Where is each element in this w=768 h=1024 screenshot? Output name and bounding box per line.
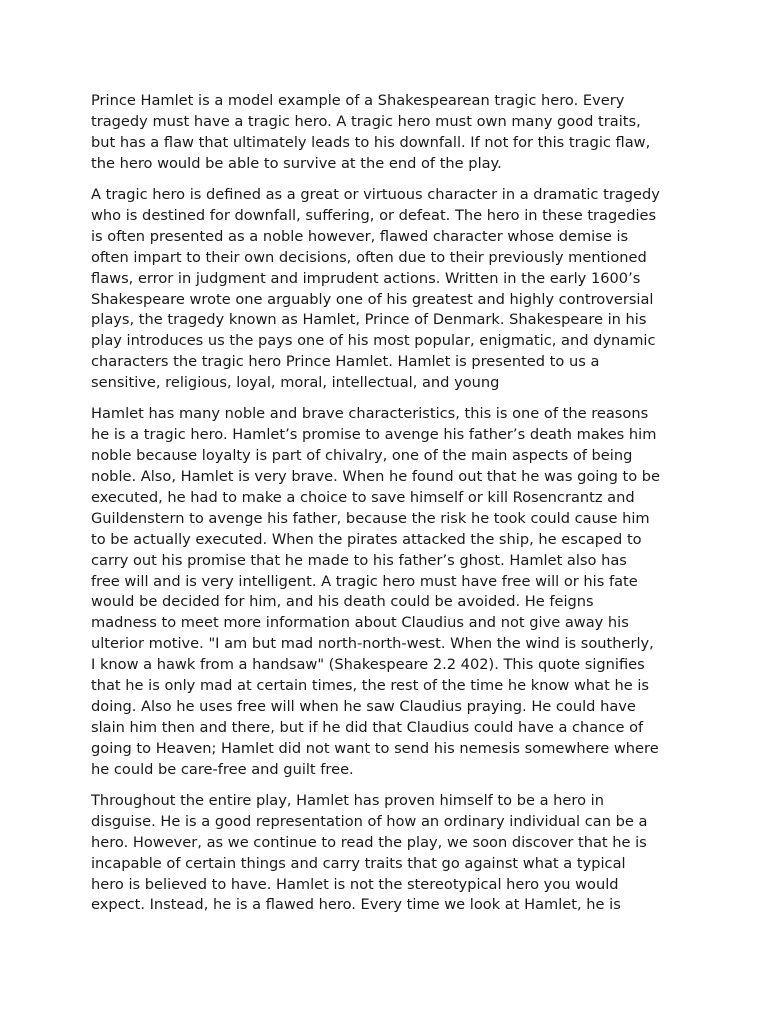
paragraph-4 — [91, 791, 681, 916]
text-line: doing. Also he uses free will when he saw Claudius praying. He could have — [91, 697, 636, 715]
text-line: executed, he had to make a choice to save himself or kill Rosencrantz and — [91, 489, 635, 507]
text-line: hero is believed to have. Hamlet is not the stereotypical hero you would — [91, 875, 619, 893]
text-line: slain him then and there, but if he did that Claudius could have a chance of — [91, 718, 644, 736]
text-line: he could be care-free and guilt free. — [91, 760, 354, 778]
text-line: sensitive, religious, loyal, moral, intellectual, and young — [91, 374, 500, 392]
text-line: I know a hawk from a handsaw" (Shakespeare 2.2 402). This quote signifies — [91, 656, 645, 674]
text-line: carry out his promise that he made to his father’s ghost. Hamlet also has — [91, 551, 627, 569]
text-line: characters the tragic hero Prince Hamlet. Hamlet is presented to us a — [91, 353, 600, 371]
text-line: play introduces us the pays one of his most popular, enigmatic, and dynamic — [91, 332, 656, 350]
document-page — [91, 91, 681, 927]
text-line: ulterior motive. "I am but mad north-north-west. When the wind is southerly, — [91, 635, 654, 653]
text-line: free will and is very intelligent. A tragic hero must have free will or his fate — [91, 572, 638, 590]
text-line: who is destined for downfall, suffering, or defeat. The hero in these tragedies — [91, 206, 657, 224]
text-line: incapable of certain things and carry traits that go against what a typical — [91, 854, 626, 872]
text-line: often impart to their own decisions, often due to their previously mentioned — [91, 248, 647, 266]
text-line: Guildenstern to avenge his father, because the risk he took could cause him — [91, 509, 650, 527]
text-line: Hamlet has many noble and brave characteristics, this is one of the reasons — [91, 405, 649, 423]
text-line: would be decided for him, and his death could be avoided. He feigns — [91, 593, 594, 611]
text-line: to be actually executed. When the pirates attacked the ship, he escaped to — [91, 530, 642, 548]
text-line: he is a tragic hero. Hamlet’s promise to avenge his father’s death makes him — [91, 426, 657, 444]
text-line: plays, the tragedy known as Hamlet, Prince of Denmark. Shakespeare in his — [91, 311, 647, 329]
text-line: Throughout the entire play, Hamlet has proven himself to be a hero in — [91, 792, 604, 809]
text-line: Prince Hamlet is a model example of a Shakespearean tragic hero. Every — [91, 92, 625, 109]
text-line: madness to meet more information about Claudius and not give away his — [91, 614, 629, 632]
text-line: that he is only mad at certain times, the rest of the time he know what he is — [91, 677, 649, 695]
text-line: the hero would be able to survive at the end of the play. — [91, 154, 502, 172]
text-line: Shakespeare wrote one arguably one of his greatest and highly controversial — [91, 290, 654, 308]
paragraph-2 — [91, 185, 681, 394]
text-line: A tragic hero is defined as a great or virtuous character in a dramatic tragedy — [91, 186, 660, 204]
text-line: disguise. He is a good representation of how an ordinary individual can be a — [91, 812, 648, 830]
text-line: is often presented as a noble however, flawed character whose demise is — [91, 227, 629, 245]
text-line: expect. Instead, he is a flawed hero. Every time we look at Hamlet, he is — [91, 896, 621, 914]
text-line: tragedy must have a tragic hero. A tragic hero must own many good traits, — [91, 112, 641, 130]
paragraph-3 — [91, 404, 681, 780]
text-line: noble. Also, Hamlet is very brave. When he found out that he was going to be — [91, 468, 661, 486]
text-line: hero. However, as we continue to read the play, we soon discover that he is — [91, 833, 647, 851]
text-line: flaws, error in judgment and imprudent actions. Written in the early 1600’s — [91, 269, 641, 287]
paragraph-1 — [91, 91, 681, 175]
text-line: but has a flaw that ultimately leads to his downfall. If not for this tragic flaw, — [91, 133, 651, 151]
text-line: noble because loyalty is part of chivalry, one of the main aspects of being — [91, 447, 633, 465]
text-line: going to Heaven; Hamlet did not want to send his nemesis somewhere where — [91, 739, 659, 757]
